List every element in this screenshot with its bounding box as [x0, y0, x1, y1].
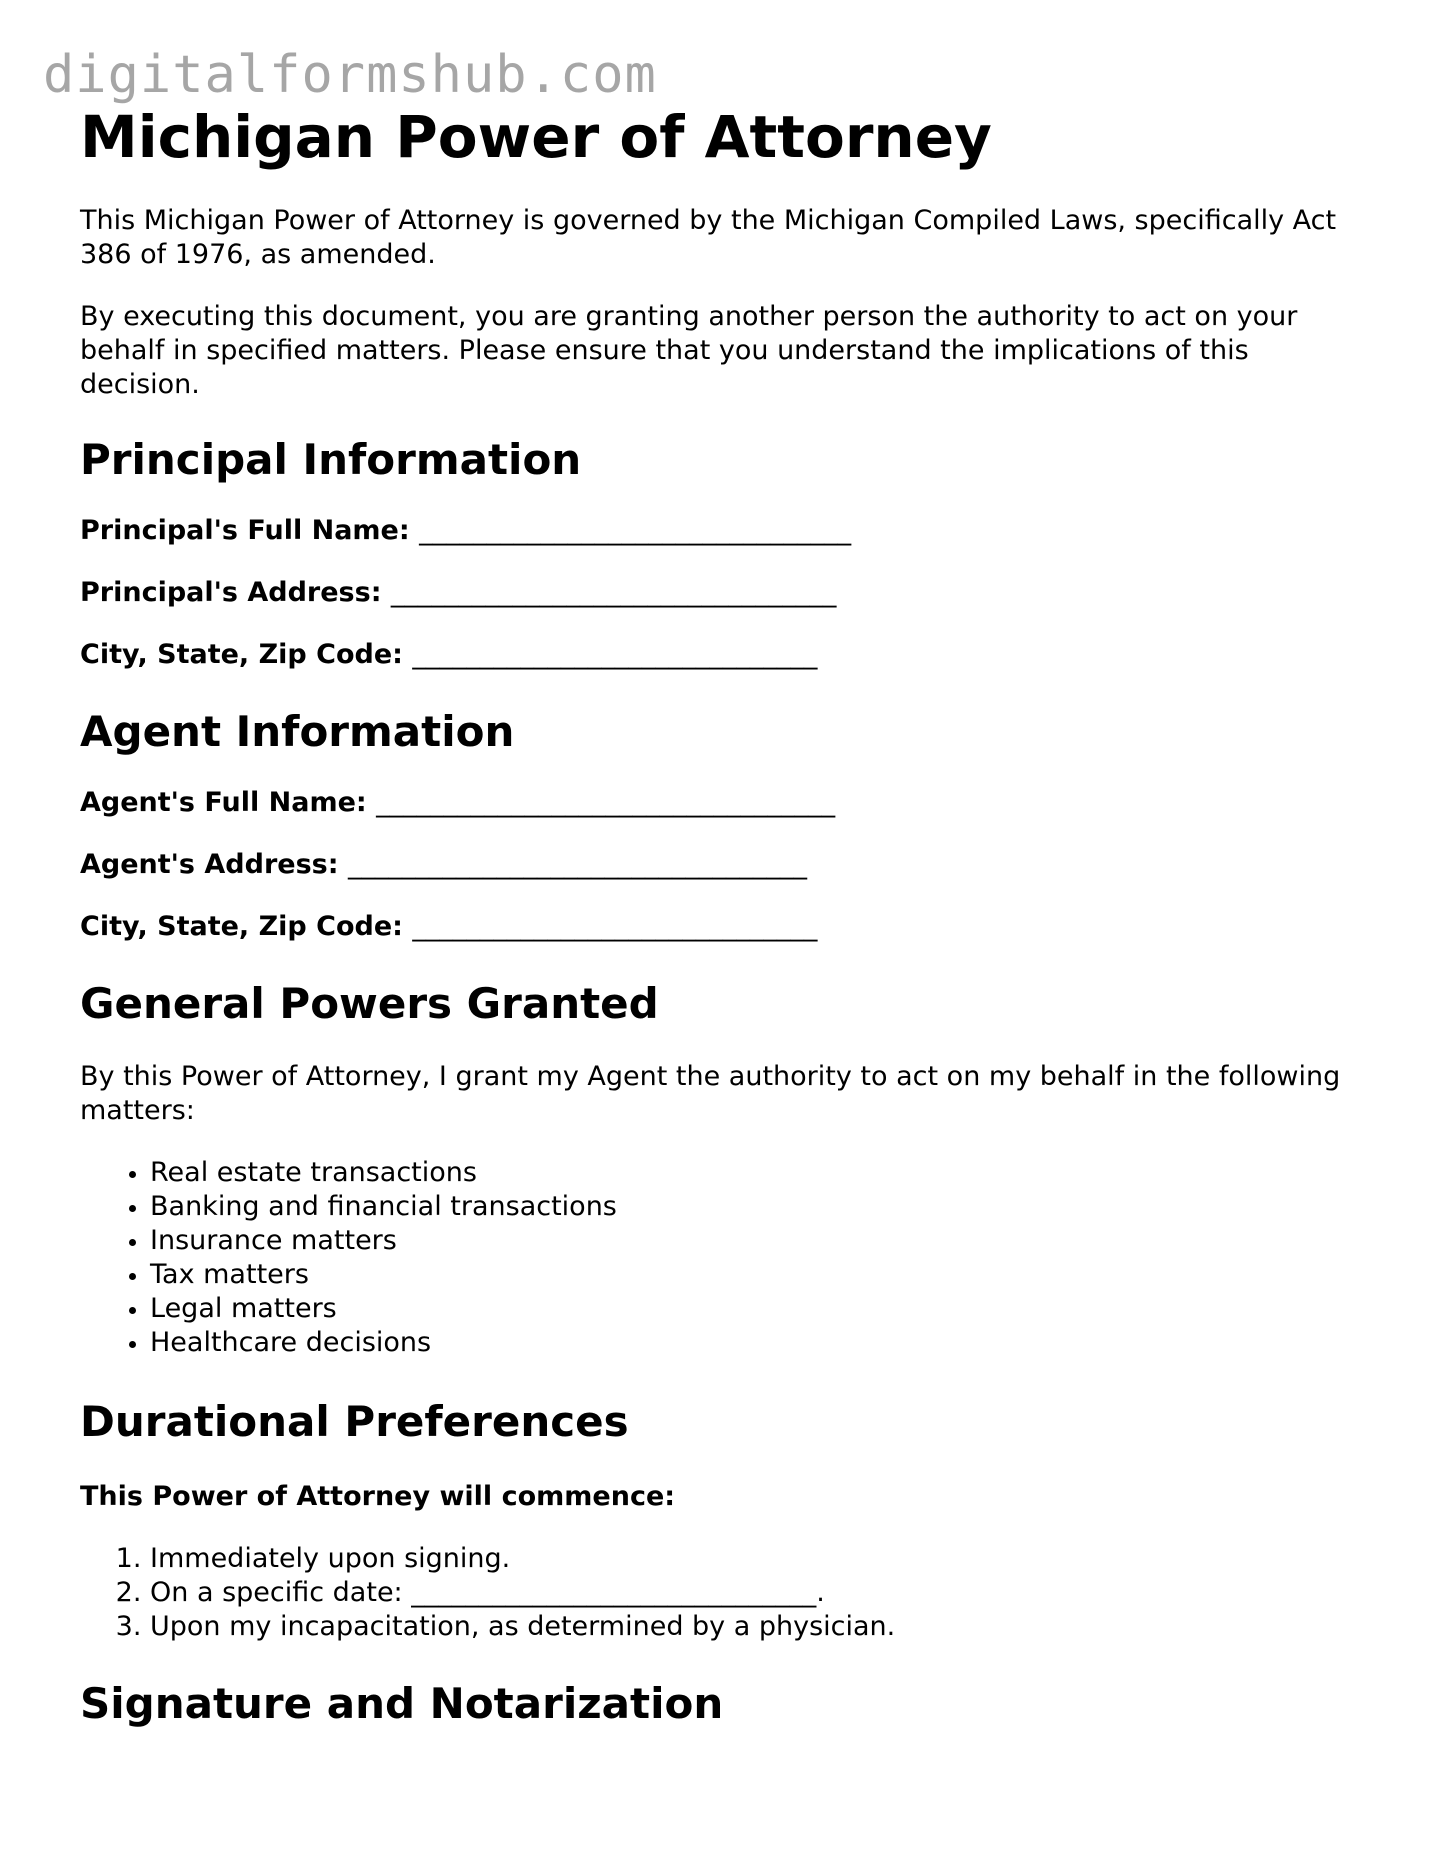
list-item: • Insurance matters	[150, 1224, 1360, 1258]
watermark-logo: digitalformshub.com	[43, 45, 657, 105]
field-label: City, State, Zip Code:	[80, 639, 403, 670]
list-item: • Legal matters	[150, 1292, 1360, 1326]
intro-paragraph-authority-notice: By executing this document, you are granting another person the authority to act on your behalf in specified matters. Please ensure that you understand the implications of this decision.	[80, 301, 1298, 400]
principal-fields	[80, 514, 1360, 672]
agent-city-state-zip-field[interactable]	[80, 910, 1360, 944]
field-label: Agent's Address:	[80, 849, 339, 880]
commence-option-immediately: 1. Immediately upon signing.	[150, 1542, 1360, 1576]
document-body	[80, 98, 1360, 1732]
section-heading-duration: Durational Preferences	[80, 1397, 629, 1446]
agent-address-field[interactable]	[80, 848, 1360, 882]
fill-in-line[interactable]: ______________________________	[412, 639, 818, 670]
section-heading-signature: Signature and Notarization	[80, 1679, 724, 1728]
field-label: Principal's Full Name:	[80, 515, 410, 546]
list-item: • Healthcare decisions	[150, 1326, 1360, 1360]
principal-city-state-zip-field[interactable]	[80, 638, 1360, 672]
list-item: • Real estate transactions	[150, 1156, 1360, 1190]
field-label: Principal's Address:	[80, 577, 382, 608]
list-item: • Tax matters	[150, 1258, 1360, 1292]
section-heading-agent: Agent Information	[80, 707, 515, 756]
agent-fields	[80, 786, 1360, 944]
principal-address-field[interactable]	[80, 576, 1360, 610]
field-label: Agent's Full Name:	[80, 787, 367, 818]
fill-in-line[interactable]: __________________________________	[376, 787, 836, 818]
principal-full-name-field[interactable]	[80, 514, 1360, 548]
commence-options-list	[80, 1542, 1360, 1644]
section-heading-powers: General Powers Granted	[80, 979, 659, 1028]
commence-option-specific-date[interactable]: 2. On a specific date: ______________________________.	[150, 1576, 1360, 1610]
intro-paragraph-governing-law: This Michigan Power of Attorney is governed by the Michigan Compiled Laws, specifically Act 386 of 1976, as amended.	[80, 205, 1337, 270]
fill-in-line[interactable]: __________________________________	[347, 849, 807, 880]
section-heading-principal: Principal Information	[80, 435, 582, 484]
fill-in-line[interactable]: ________________________________	[419, 515, 852, 546]
list-item: • Banking and financial transactions	[150, 1190, 1360, 1224]
commence-label: This Power of Attorney will commence:	[80, 1481, 676, 1512]
field-label: City, State, Zip Code:	[80, 911, 403, 942]
document-title: Michigan Power of Attorney	[80, 103, 992, 171]
fill-in-line[interactable]: ______________________________	[412, 911, 818, 942]
agent-full-name-field[interactable]	[80, 786, 1360, 820]
commence-option-incapacitation: 3. Upon my incapacitation, as determined by a physician.	[150, 1610, 1360, 1644]
fill-in-line[interactable]: _________________________________	[390, 577, 837, 608]
powers-intro-paragraph: By this Power of Attorney, I grant my Agent the authority to act on my behalf in the following matters:	[80, 1061, 1341, 1126]
powers-list	[80, 1156, 1360, 1360]
